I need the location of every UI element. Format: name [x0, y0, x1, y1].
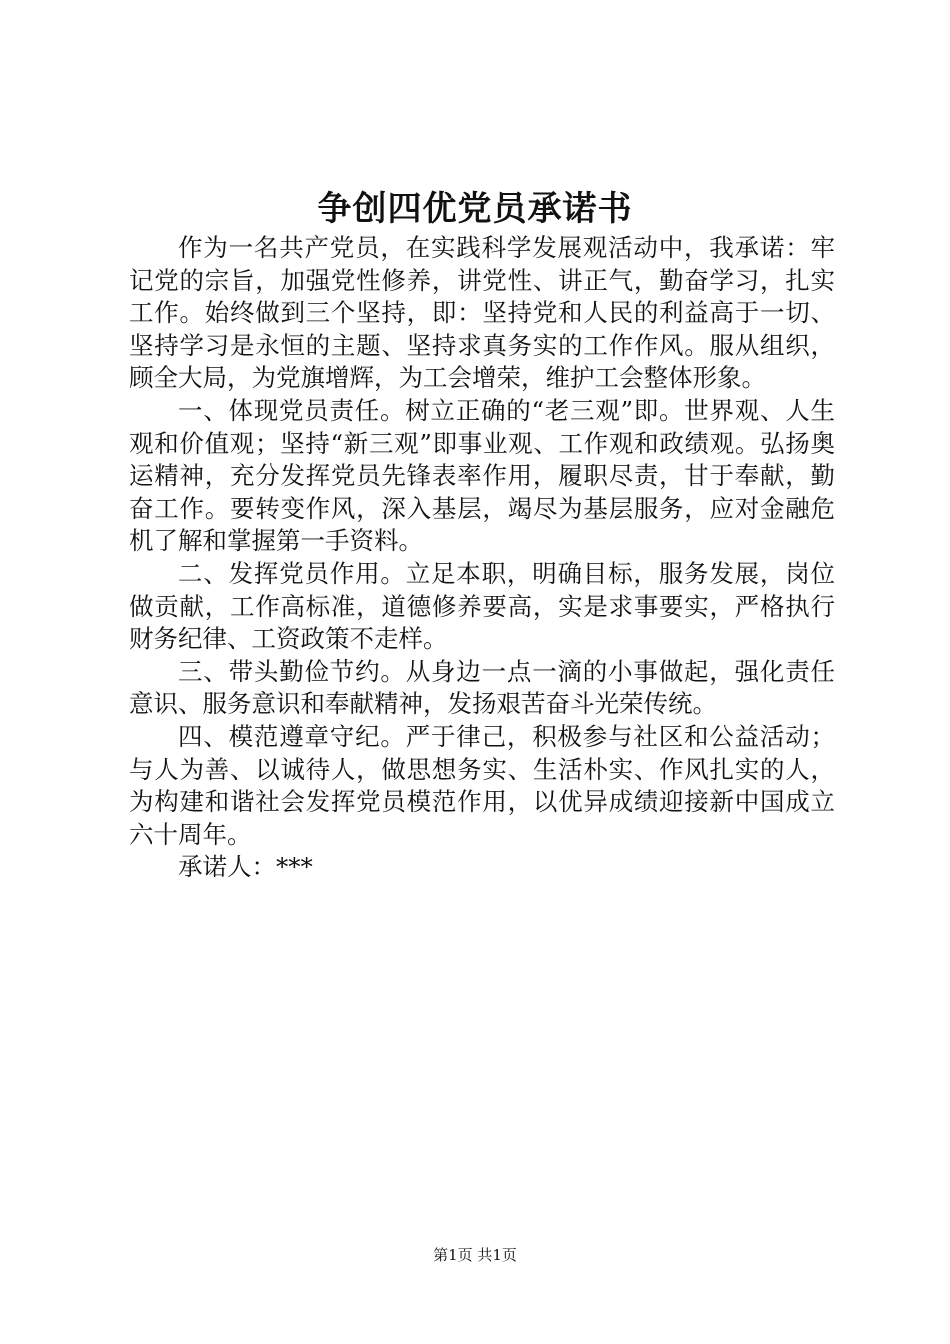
section-three-paragraph: 三、带头勤俭节约。从身边一点一滴的小事做起，强化责任意识、服务意识和奉献精神，发扬艰苦奋斗光荣传统。 [129, 656, 835, 719]
section-two-paragraph: 二、发挥党员作用。立足本职，明确目标，服务发展，岗位做贡献，工作高标准，道德修养要高，实是求事要实，严格执行财务纪律、工资政策不走样。 [129, 558, 835, 654]
intro-paragraph: 作为一名共产党员，在实践科学发展观活动中，我承诺：牢记党的宗旨，加强党性修养，讲党性、讲正气，勤奋学习，扎实工作。始终做到三个坚持，即：坚持党和人民的利益高于一切、坚持学习是永恒的主题、坚持求真务实的工作作风。服从组织，顾全大局，为党旗增辉，为工会增荣，维护工会整体形象。 [129, 233, 835, 393]
section-one-paragraph: 一、体现党员责任。树立正确的“老三观”即。世界观、人生观和价值观；坚持“新三观”即事业观、工作观和政绩观。弘扬奥运精神，充分发挥党员先锋表率作用，履职尽责，甘于奉献，勤奋工作。要转变作风，深入基层，竭尽为基层服务，应对金融危机了解和掌握第一手资料。 [129, 395, 835, 556]
page-footer: 第1页 共1页 [433, 1246, 517, 1264]
section-four-paragraph: 四、模范遵章守纪。严于律己，积极参与社区和公益活动；与人为善、以诚待人，做思想务实、生活朴实、作风扎实的人，为构建和谐社会发挥党员模范作用，以优异成绩迎接新中国成立六十周年。 [129, 721, 835, 849]
document-title: 争创四优党员承诺书 [317, 189, 633, 229]
document-body [129, 232, 835, 884]
signer-line: 承诺人：*** [178, 852, 313, 882]
